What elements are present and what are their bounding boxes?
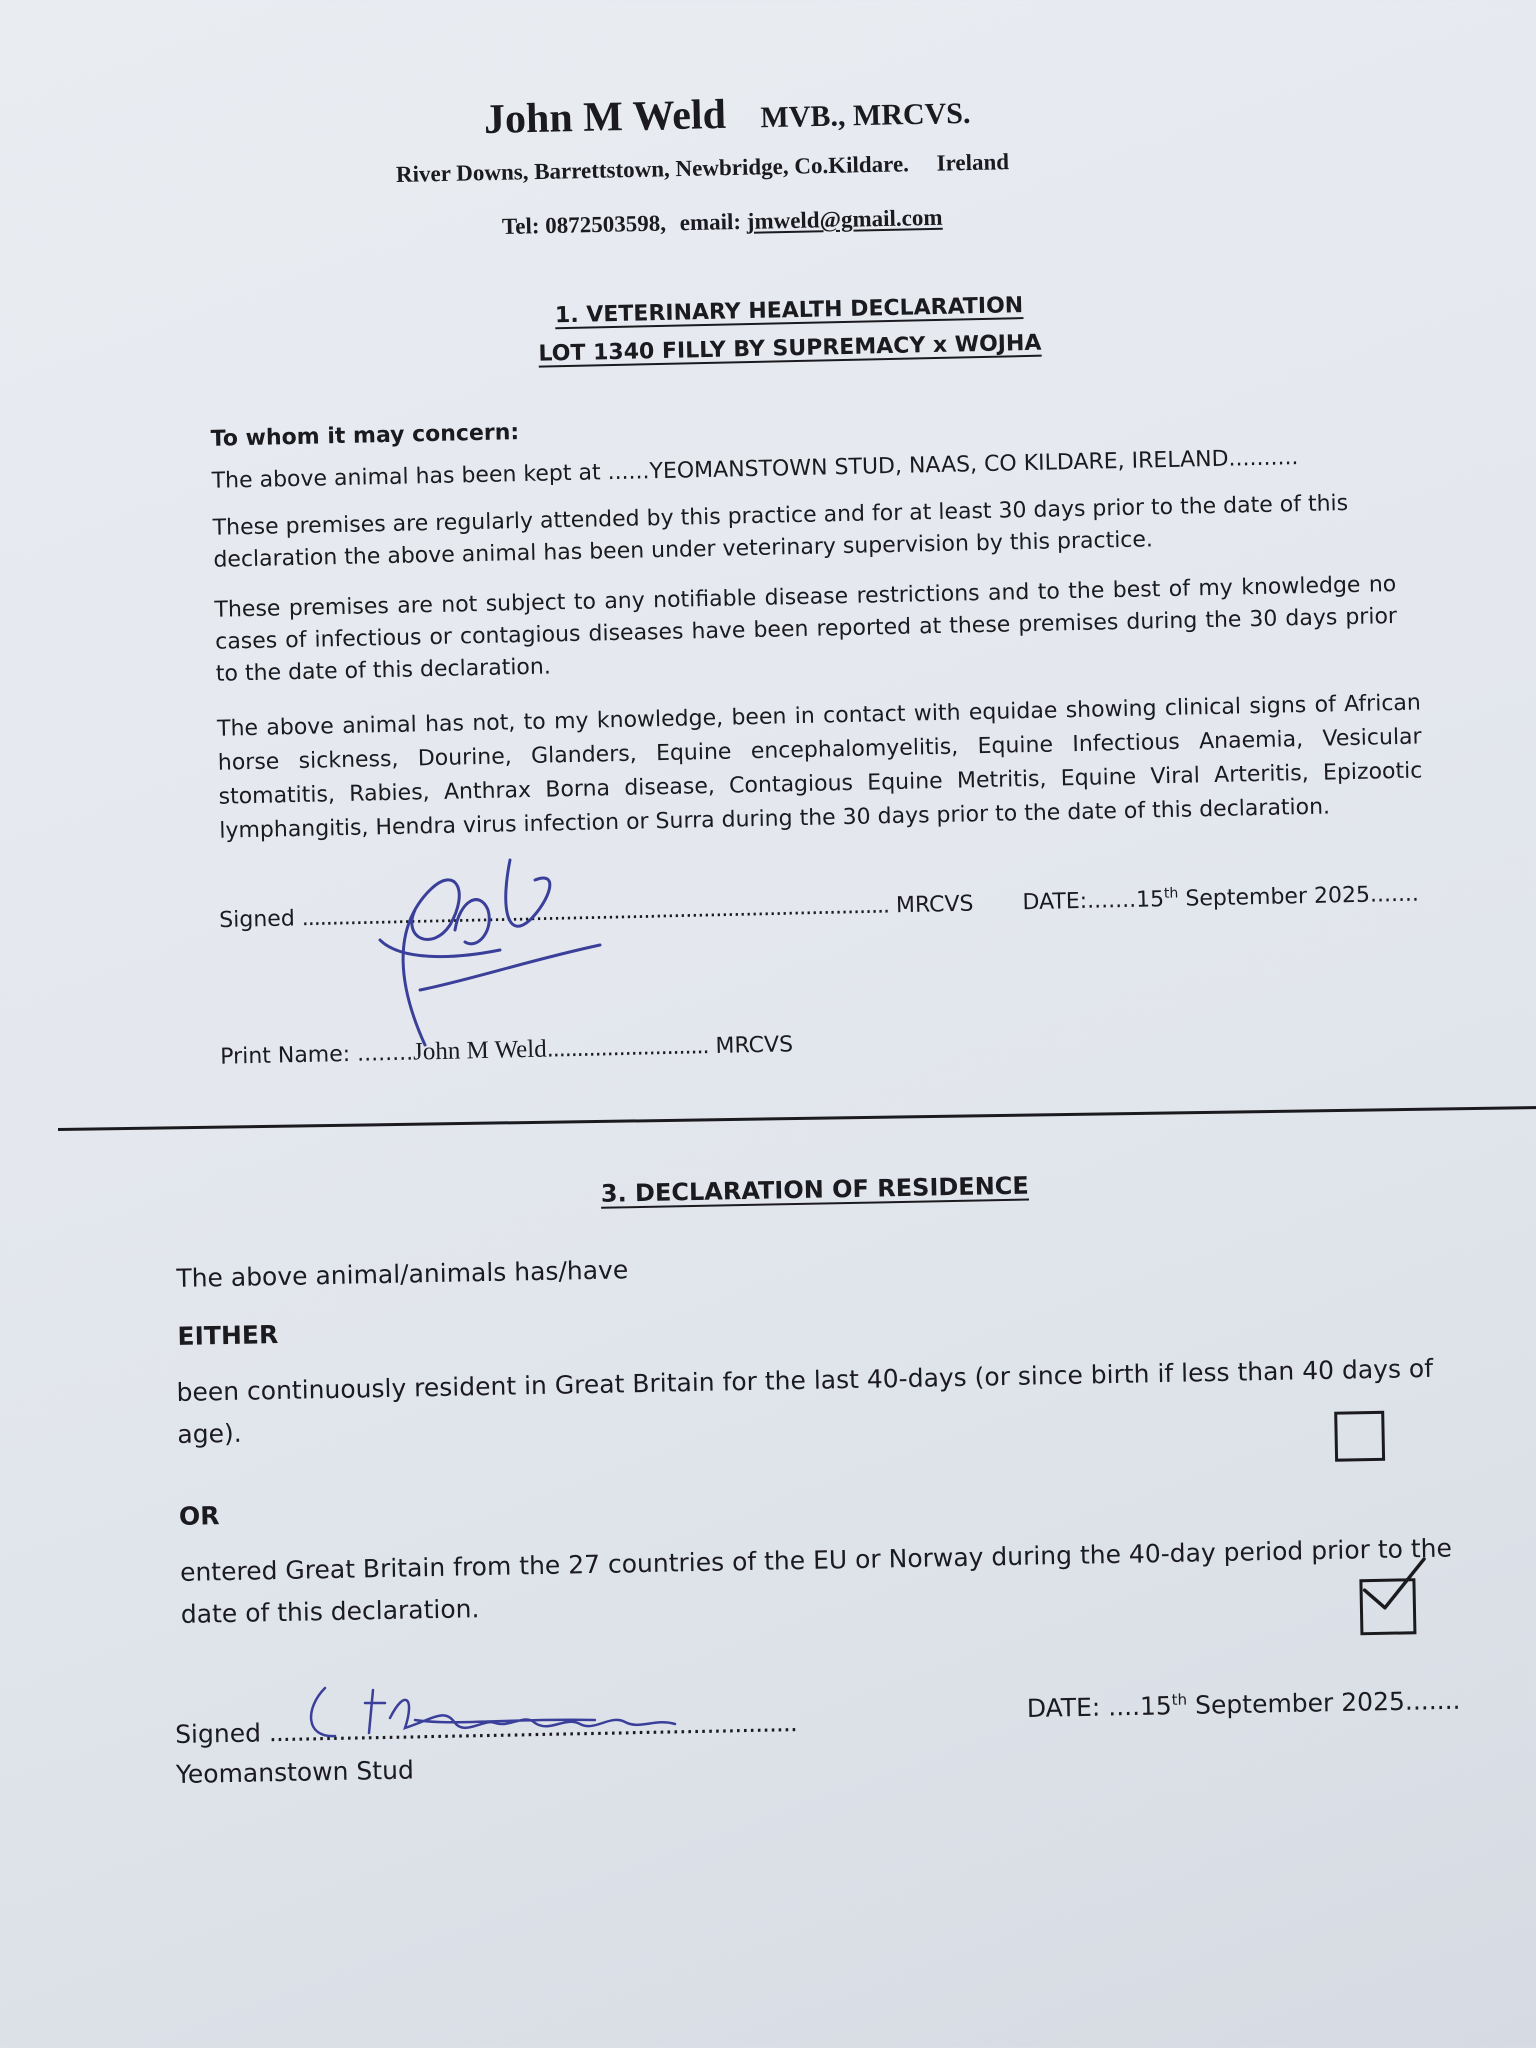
residence-intro: The above animal/animals has/have xyxy=(176,1255,629,1293)
checkmark-icon xyxy=(1360,1555,1431,1626)
print-name-suffix: MRCVS xyxy=(715,1032,794,1059)
section1-title: 1. VETERINARY HEALTH DECLARATION xyxy=(554,293,1024,329)
section-residence-declaration xyxy=(0,1146,1536,1815)
vet-signature-scribble xyxy=(360,850,600,1070)
lot-description: LOT 1340 FILLY BY SUPREMACY x WOJHA xyxy=(538,330,1042,367)
either-label: EITHER xyxy=(177,1319,279,1351)
section-veterinary-declaration xyxy=(0,264,1536,1127)
disease-contact-paragraph: The above animal has not, to my knowledge, been in contact with equidae showing clinical signs of African horse sickness, Dourine, Glanders, Equine encephalomyelitis, Equine Infectious Anaemia, Vesicular stomatitis, Rabies, Anthrax Borna disease, Contagious Equine Metritis, Equine Viral Arteritis, Epizootic lymphangitis, Hendra virus infection or Surra during the 30 days prior to the date of this declaration. xyxy=(216,690,1423,844)
signed-label: Signed xyxy=(219,906,296,934)
stud-signature-scribble xyxy=(295,1678,715,1758)
residence-option-2: entered Great Britain from the 27 countries of the EU or Norway during the 40-day period prior to the date of this declaration. xyxy=(179,1533,1453,1629)
section3-title: 3. DECLARATION OF RESIDENCE xyxy=(600,1171,1030,1208)
print-name-label: Print Name: ........ xyxy=(220,1040,414,1070)
kept-at-statement: The above animal has been kept at ......YEOMANSTOWN STUD, NAAS, CO KILDARE, IRELAND.......... xyxy=(211,445,1299,494)
vet-country: Ireland xyxy=(936,149,1010,176)
email-label: email: xyxy=(679,208,742,236)
residence-option-1: been continuously resident in Great Britain for the last 40-days (or since birth if less than 40 days of age). xyxy=(176,1353,1434,1449)
restrictions-paragraph: These premises are not subject to any notifiable disease restrictions and to the best of my knowledge no cases of infectious or contagious diseases have been reported at these premises during the 30 days prior to the date of this declaration. xyxy=(214,571,1398,687)
vet-qualifications: MVB., MRCVS. xyxy=(760,96,971,135)
vet-email: jmweld@gmail.com xyxy=(746,204,943,234)
option-1-checkbox[interactable] xyxy=(1334,1411,1385,1462)
signature-dots: .................................................................................................. xyxy=(301,893,890,932)
vet-name: John M Weld xyxy=(483,91,727,143)
supervision-paragraph: These premises are regularly attended by this practice and for at least 30 days prior to the date of this declaration the above animal has been under veterinary supervision by this practice. xyxy=(212,491,1349,573)
stud-signed-label: Signed xyxy=(174,1718,270,1750)
print-name-line: Print Name: ........John M Weld........................... MRCVS xyxy=(220,1032,794,1070)
vet-telephone: Tel: 0872503598, xyxy=(501,210,667,239)
option-2-checkbox[interactable] xyxy=(1359,1578,1416,1635)
stud-name: Yeomanstown Stud xyxy=(175,1755,415,1790)
stud-signature-dots: ............................................................................ xyxy=(268,1708,798,1748)
vet-address: River Downs, Barrettstown, Newbridge, Co.Kildare. xyxy=(395,151,910,187)
signature-suffix: MRCVS xyxy=(895,891,974,919)
or-label: OR xyxy=(178,1501,220,1531)
salutation: To whom it may concern: xyxy=(210,420,520,452)
print-name-value: John M Weld xyxy=(412,1035,547,1066)
vet-date: DATE:.......15th September 2025....... xyxy=(1022,881,1420,916)
stud-date: DATE: ....15th September 2025....... xyxy=(1026,1685,1461,1724)
letterhead xyxy=(0,0,1536,260)
